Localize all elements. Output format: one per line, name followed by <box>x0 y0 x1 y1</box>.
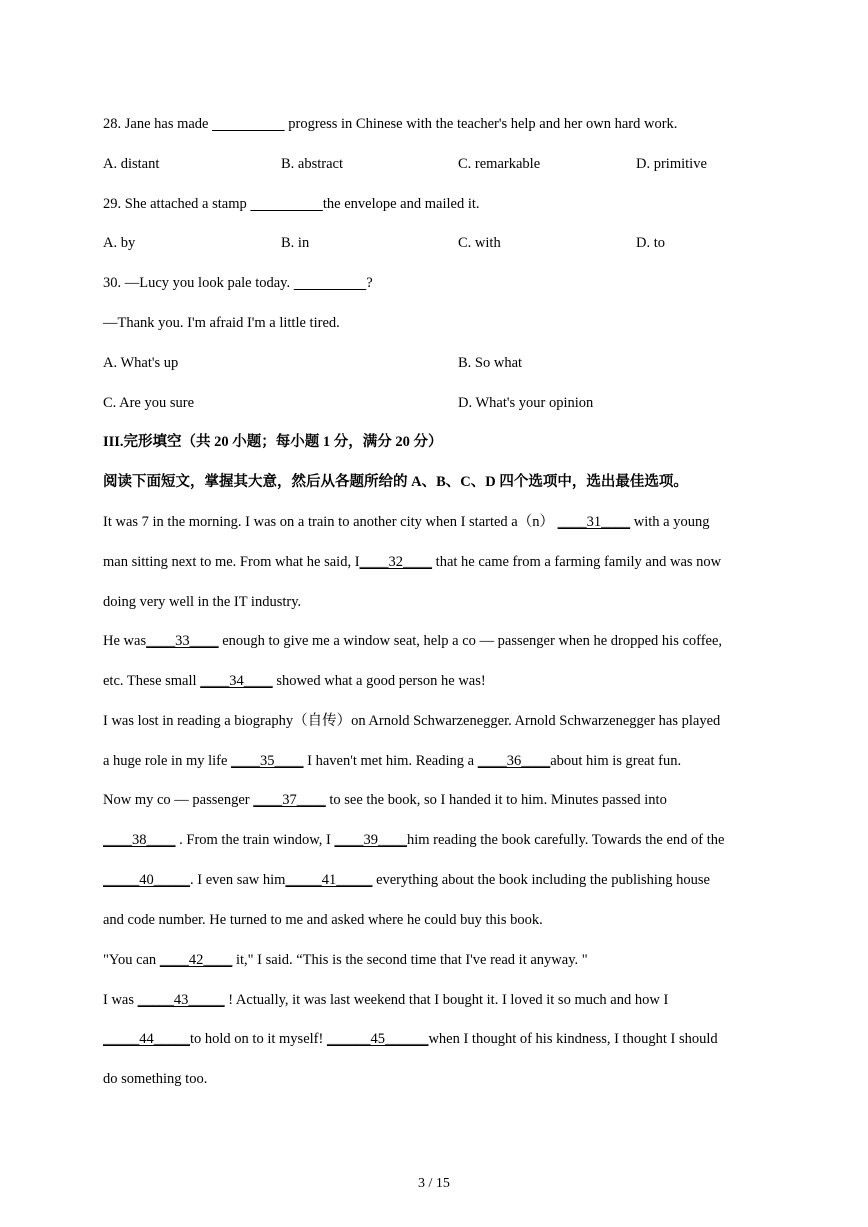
passage-text: about him is great fun. <box>550 753 682 769</box>
blank-37: ____37____ <box>253 792 326 808</box>
blank-42: ____42____ <box>159 952 233 968</box>
passage-line-11 <box>103 910 543 930</box>
passage-text: He was <box>103 633 147 649</box>
q28-option-b: B. abstract <box>281 156 344 172</box>
passage-text: Now my co — passenger <box>103 792 254 808</box>
q28-text-a: 28. Jane has made <box>103 116 213 132</box>
passage-text: that he came from a farming family and was now <box>432 554 722 570</box>
q29-option-c: C. with <box>458 235 501 251</box>
q30-option-d: D. What's your opinion <box>458 395 594 411</box>
passage-text: etc. These small <box>103 673 201 689</box>
q28-option-d: D. primitive <box>636 156 707 172</box>
section-instruction: 阅读下面短文，掌握其大意，然后从各题所给的 A、B、C、D 四个选项中，选出最佳选项。 <box>103 474 688 490</box>
q28-option-a: A. distant <box>103 156 160 172</box>
passage-line-1 <box>103 512 709 532</box>
passage-text: "You can <box>103 952 160 968</box>
passage-text: and code number. He turned to me and asked where he could buy this book. <box>103 912 543 928</box>
section-title: III.完形填空（共 20 小题；每小题 1 分，满分 20 分） <box>103 434 443 450</box>
passage-text: I was lost in reading a biography（自传）on Arnold Schwarzenegger. Arnold Schwarzenegger has played <box>103 713 721 729</box>
q30-option-c: C. Are you sure <box>103 395 195 411</box>
q30-text-b: ? <box>366 275 373 291</box>
blank-34: ____34____ <box>200 673 273 689</box>
blank-36: ____36____ <box>477 753 551 769</box>
question-28-stem <box>103 114 677 134</box>
passage-line-8 <box>103 790 667 810</box>
blank-40: _____40_____ <box>103 872 190 888</box>
passage-text: showed what a good person he was! <box>272 673 486 689</box>
blank-35: ____35____ <box>231 753 304 769</box>
passage-text: to hold on to it myself! <box>190 1031 327 1047</box>
passage-text: I haven't met him. Reading a <box>303 753 478 769</box>
passage-line-10 <box>103 870 710 890</box>
passage-text: ! Actually, it was last weekend that I bought it. I loved it so much and how I <box>224 992 669 1008</box>
q28-blank <box>212 116 285 132</box>
blank-39: ____39____ <box>334 832 407 848</box>
q30-text-a: 30. —Lucy you look pale today. <box>103 275 294 291</box>
q30-reply: —Thank you. I'm afraid I'm a little tired. <box>103 315 340 331</box>
blank-32: ____32____ <box>359 554 433 570</box>
blank-38: ____38____ <box>103 832 176 848</box>
passage-text: enough to give me a window seat, help a co — passenger when he dropped his coffee, <box>218 633 723 649</box>
q30-blank <box>294 275 367 291</box>
passage-line-7 <box>103 751 681 771</box>
blank-33: ____33____ <box>146 633 219 649</box>
passage-line-13 <box>103 990 668 1010</box>
passage-line-2 <box>103 552 721 572</box>
passage-text: it," I said. “This is the second time that I've read it anyway. " <box>232 952 588 968</box>
passage-line-4 <box>103 631 722 651</box>
q28-option-c: C. remarkable <box>458 156 541 172</box>
passage-text: him reading the book carefully. Towards the end of the <box>406 832 725 848</box>
passage-text: do something too. <box>103 1071 208 1087</box>
passage-text: . From the train window, I <box>175 832 335 848</box>
passage-line-14 <box>103 1029 718 1049</box>
passage-text: . I even saw him <box>190 872 286 888</box>
question-30-stem <box>103 273 373 293</box>
passage-text: I was <box>103 992 138 1008</box>
passage-line-6 <box>103 711 720 731</box>
page-number: 3 / 15 <box>418 1176 450 1191</box>
q29-text-b: the envelope and mailed it. <box>322 196 480 212</box>
passage-line-12 <box>103 950 588 970</box>
q28-text-b: progress in Chinese with the teacher's help and her own hard work. <box>284 116 678 132</box>
passage-line-5 <box>103 671 486 691</box>
passage-text: It was 7 in the morning. I was on a train to another city when I started a（n） <box>103 514 558 530</box>
q29-option-a: A. by <box>103 235 136 251</box>
q29-option-b: B. in <box>281 235 310 251</box>
passage-text: with a young <box>630 514 710 530</box>
passage-line-3 <box>103 592 301 612</box>
question-29-stem <box>103 194 480 214</box>
q29-option-d: D. to <box>636 235 665 251</box>
passage-text: when I thought of his kindness, I thought I should <box>428 1031 718 1047</box>
passage-text: to see the book, so I handed it to him. Minutes passed into <box>325 792 667 808</box>
q30-option-b: B. So what <box>458 355 523 371</box>
passage-line-15 <box>103 1069 207 1089</box>
passage-text: man sitting next to me. From what he said, I <box>103 554 360 570</box>
passage-text: a huge role in my life <box>103 753 232 769</box>
blank-45: ______45______ <box>326 1031 429 1047</box>
blank-41: _____41_____ <box>285 872 373 888</box>
q30-option-a: A. What's up <box>103 355 179 371</box>
q29-blank <box>250 196 323 212</box>
passage-text: everything about the book including the publishing house <box>372 872 710 888</box>
blank-43: _____43_____ <box>137 992 225 1008</box>
passage-line-9 <box>103 830 724 850</box>
passage-text: doing very well in the IT industry. <box>103 594 302 610</box>
blank-31: ____31____ <box>557 514 631 530</box>
blank-44: _____44_____ <box>103 1031 190 1047</box>
q29-text-a: 29. She attached a stamp <box>103 196 251 212</box>
